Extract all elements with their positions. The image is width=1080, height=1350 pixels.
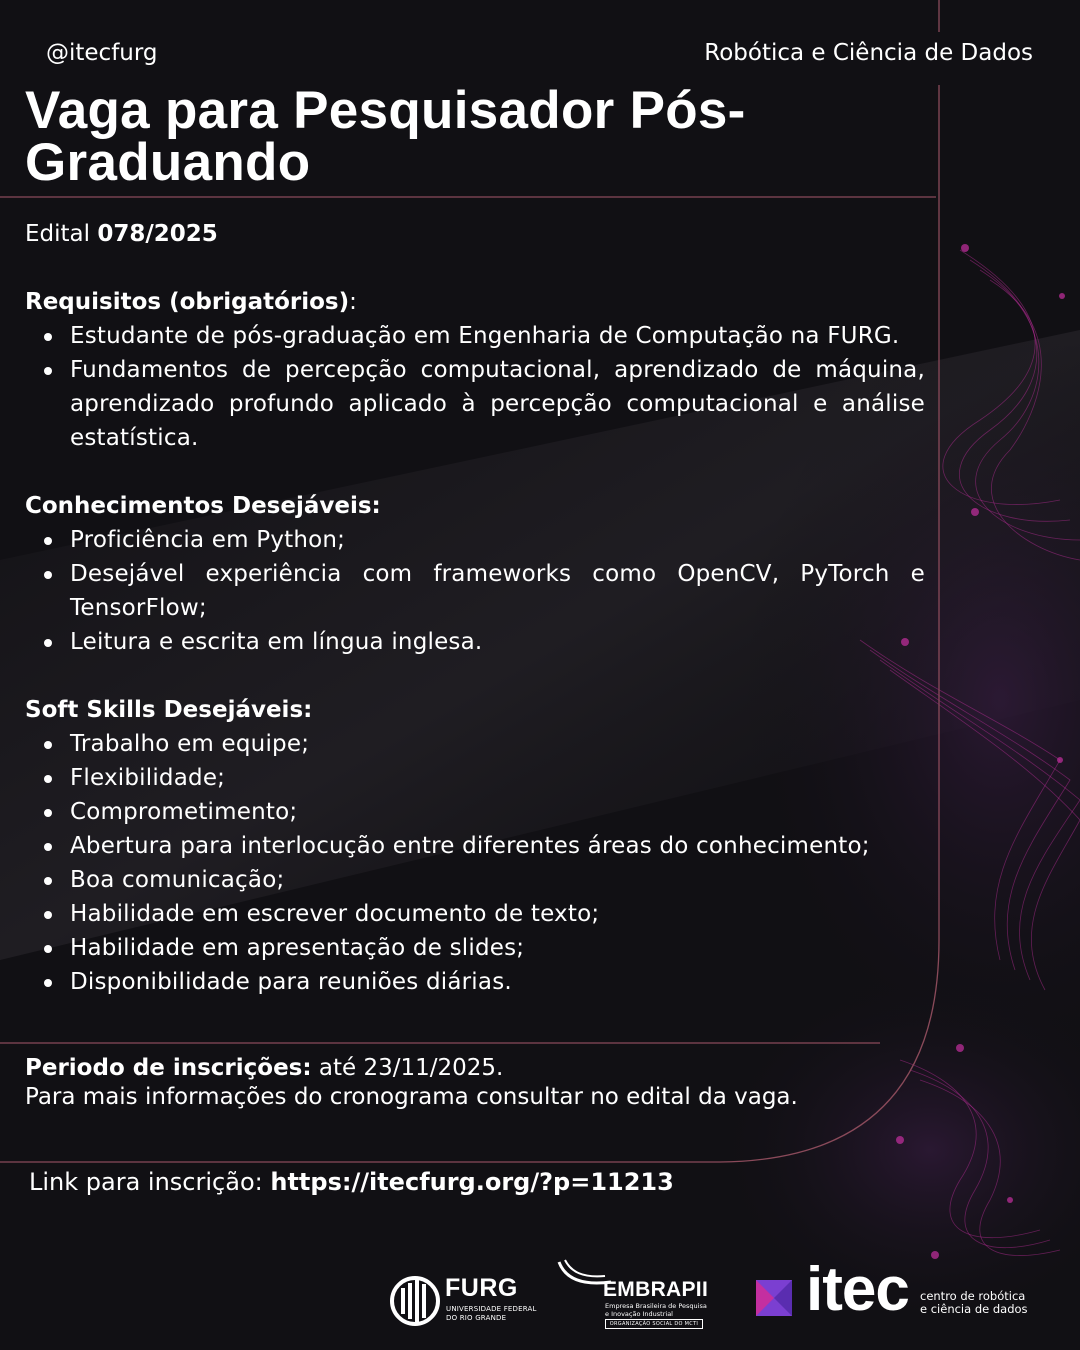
embrapii-tag: ORGANIZAÇÃO SOCIAL DO MCTI	[605, 1319, 703, 1329]
list-item: Disponibilidade para reuniões diárias.	[25, 965, 925, 999]
embrapii-name: EMBRAPII	[603, 1278, 709, 1301]
requisitos-heading: Requisitos (obrigatórios)	[25, 289, 350, 315]
itec-emblem-icon	[754, 1278, 794, 1318]
itec-logo	[754, 1255, 1039, 1324]
list-item: Habilidade em escrever documento de texto;	[25, 897, 925, 931]
page-title: Vaga para Pesquisador Pós-Graduando	[25, 81, 746, 192]
edital-line	[25, 217, 925, 251]
furg-emblem-icon	[390, 1274, 440, 1328]
edital-number: 078/2025	[97, 221, 218, 247]
period-info: Para mais informações do cronograma consultar no edital da vaga.	[25, 1084, 798, 1110]
period-line	[25, 1054, 808, 1083]
job-description	[25, 217, 925, 999]
furg-logo	[390, 1274, 540, 1330]
registration-period	[25, 1054, 808, 1112]
link-label: Link para inscrição:	[29, 1168, 263, 1196]
embrapii-logo	[555, 1258, 715, 1330]
list-item: Estudante de pós-graduação em Engenharia de Computação na FURG.	[25, 319, 925, 353]
embrapii-subtitle: Empresa Brasileira de Pesquisa e Inovação Industrial	[605, 1302, 707, 1318]
period-label: Periodo de inscrições:	[25, 1055, 312, 1081]
list-item: Habilidade em apresentação de slides;	[25, 931, 925, 965]
partner-logos	[390, 1255, 1040, 1338]
furg-name: FURG	[445, 1274, 518, 1302]
itec-subtitle: centro de robótica e ciência de dados	[920, 1289, 1028, 1316]
list-item: Leitura e escrita em língua inglesa.	[25, 625, 925, 659]
edital-label: Edital	[25, 221, 91, 247]
registration-link-line	[29, 1168, 674, 1196]
conhecimentos-list	[25, 523, 925, 659]
soft-skills-list	[25, 727, 925, 999]
list-item: Proficiência em Python;	[25, 523, 925, 557]
requisitos-list	[25, 319, 925, 455]
requisitos-heading-line: Requisitos (obrigatórios):	[25, 289, 357, 315]
itec-name: itec	[806, 1255, 909, 1324]
furg-subtitle: UNIVERSIDADE FEDERAL DO RIO GRANDE	[446, 1305, 537, 1322]
department-label: Robótica e Ciência de Dados	[704, 40, 1033, 66]
list-item: Desejável experiência com frameworks como OpenCV, PyTorch e TensorFlow;	[25, 557, 925, 625]
soft-skills-heading: Soft Skills Desejáveis:	[25, 697, 313, 723]
list-item: Comprometimento;	[25, 795, 925, 829]
registration-link[interactable]: https://itecfurg.org/?p=11213	[270, 1168, 674, 1196]
instagram-handle: @itecfurg	[46, 40, 158, 66]
list-item: Boa comunicação;	[25, 863, 925, 897]
period-value: até 23/11/2025.	[318, 1055, 504, 1081]
list-item: Flexibilidade;	[25, 761, 925, 795]
list-item: Abertura para interlocução entre diferentes áreas do conhecimento;	[25, 829, 925, 863]
list-item: Trabalho em equipe;	[25, 727, 925, 761]
conhecimentos-heading: Conhecimentos Desejáveis:	[25, 493, 381, 519]
list-item: Fundamentos de percepção computacional, aprendizado de máquina, aprendizado profundo aplicado à percepção computacional e análise estatística.	[25, 353, 925, 455]
